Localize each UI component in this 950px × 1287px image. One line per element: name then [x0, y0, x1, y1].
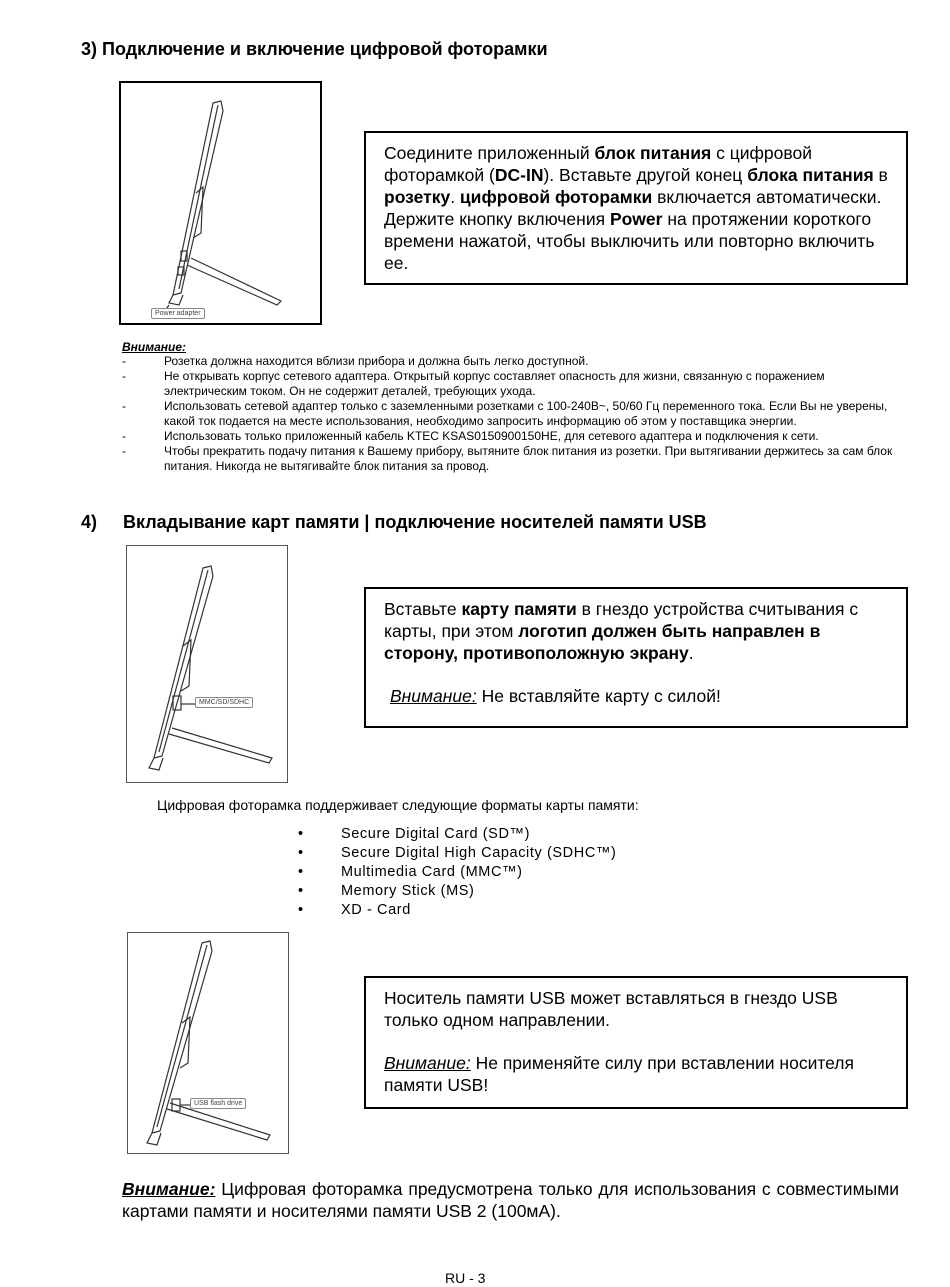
warning-item: - Чтобы прекратить подачу питания к Вашему прибору, вытяните блок питания из розетки. При вытягивании держитесь за сам блок питания. Никогда не вытягивайте блок питания за провод.	[122, 444, 893, 473]
formats-intro: Цифровая фоторамка поддерживает следующие форматы карты памяти:	[157, 797, 639, 813]
usb-instruction-box	[364, 976, 908, 1109]
usb-warning: Внимание: Не применяйте силу при вставлении носителя памяти USB!	[384, 1053, 854, 1095]
photo-frame-usb-drawing	[128, 933, 288, 1153]
format-item: • Multimedia Card (MMC™)	[298, 864, 523, 880]
section-3-title: 3) Подключение и включение цифровой фоторамки	[81, 39, 548, 59]
warning-item: - Использовать только приложенный кабель KTEC KSAS0150900150HE, для сетевого адаптера и подключения к сети.	[122, 429, 819, 443]
format-item: • Memory Stick (MS)	[298, 883, 475, 899]
supported-formats-list	[298, 825, 616, 920]
final-compatibility-note: Внимание: Цифровая фоторамка предусмотрена только для использования с совместимыми картами памяти и носителями памяти USB 2 (100мА).	[122, 1179, 899, 1221]
format-item: • XD - Card	[298, 902, 411, 918]
memory-card-warning: Внимание: Не вставляйте карту с силой!	[390, 686, 721, 706]
card-slot-tag: MMC/SD/SDHC	[195, 697, 253, 708]
section-4-title: 4) Вкладывание карт памяти | подключение носителей памяти USB	[81, 512, 707, 532]
warning-item: - Не открывать корпус сетевого адаптера. Открытый корпус составляет опасность для жизни, связанную с поражением электрическим током. Он не содержит деталей, требующих ухода.	[122, 369, 825, 398]
section-3-warning-list	[122, 354, 904, 474]
usb-drive-tag: USB flash drive	[190, 1098, 246, 1109]
power-adapter-illustration	[119, 81, 322, 325]
photo-frame-card-slot-drawing	[127, 546, 287, 782]
section-3-instruction-box	[364, 131, 908, 285]
section-3-instruction-text: Соедините приложенный блок питания с цифровой фоторамкой (DC-IN). Вставьте другой конец блока питания в розетку. цифровой фоторамки включается автоматически. Держите кнопку включения Power на протяжении короткого времени нажатой, чтобы выключить или повторно включить ее.	[384, 143, 888, 273]
photo-frame-side-drawing	[121, 83, 320, 323]
memory-card-instruction-text: Вставьте карту памяти в гнездо устройства считывания с карты, при этом логотип должен быть направлен в сторону, противоположную экрану.	[384, 599, 859, 663]
usb-instruction-text: Носитель памяти USB может вставляться в гнездо USB только одном направлении.	[384, 988, 838, 1030]
page-number: RU - 3	[445, 1270, 486, 1286]
warning-item: - Использовать сетевой адаптер только с заземленными розетками с 100-240В~, 50/60 Гц переменного тока. Если Вы не уверены, какой ток подается на месте использования, необходимо запросить информацию об этом у поставщика энергии.	[122, 399, 888, 428]
memory-card-illustration	[126, 545, 288, 783]
format-item: • Secure Digital High Capacity (SDHC™)	[298, 845, 617, 861]
warning-item: - Розетка должна находится вблизи прибора и должна быть легко доступной.	[122, 354, 589, 368]
memory-card-instruction-box	[364, 587, 908, 728]
section-3-warning-title: Внимание:	[122, 340, 187, 354]
power-adapter-tag: Power adapter	[151, 308, 205, 319]
format-item: • Secure Digital Card (SD™)	[298, 826, 531, 842]
usb-drive-illustration	[127, 932, 289, 1154]
